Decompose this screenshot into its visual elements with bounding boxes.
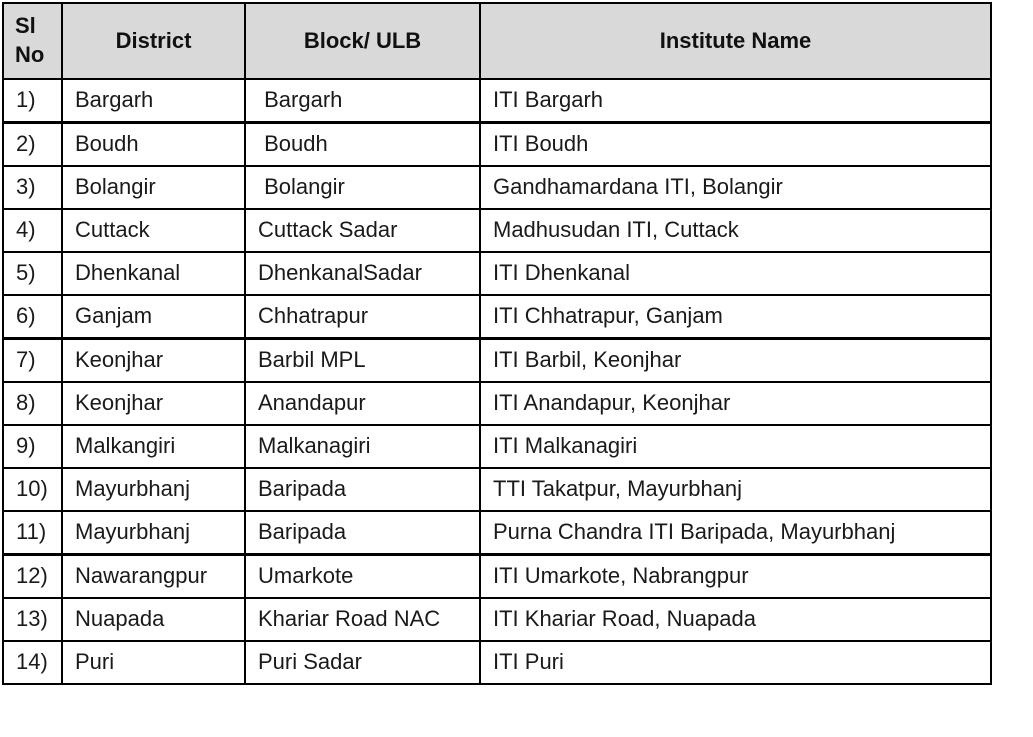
table-row xyxy=(3,468,991,511)
cell-sl-no: 1) xyxy=(3,79,62,123)
table-row xyxy=(3,123,991,167)
cell-block-ulb: Bargarh xyxy=(245,79,480,123)
cell-institute: ITI Chhatrapur, Ganjam xyxy=(480,295,991,339)
cell-district: Bolangir xyxy=(62,166,245,209)
table-row xyxy=(3,166,991,209)
cell-institute: ITI Khariar Road, Nuapada xyxy=(480,598,991,641)
cell-block-ulb: Malkanagiri xyxy=(245,425,480,468)
table-row xyxy=(3,511,991,555)
header-cell-sl-no: Sl No xyxy=(3,3,62,79)
cell-district: Nuapada xyxy=(62,598,245,641)
institute-table xyxy=(2,2,992,685)
header-row xyxy=(3,3,991,79)
header-cell-institute-name: Institute Name xyxy=(480,3,991,79)
cell-block-ulb: Khariar Road NAC xyxy=(245,598,480,641)
cell-block-ulb: Chhatrapur xyxy=(245,295,480,339)
cell-institute: TTI Takatpur, Mayurbhanj xyxy=(480,468,991,511)
cell-institute: ITI Dhenkanal xyxy=(480,252,991,295)
cell-district: Keonjhar xyxy=(62,339,245,383)
table-row xyxy=(3,425,991,468)
cell-sl-no: 11) xyxy=(3,511,62,555)
cell-block-ulb: Umarkote xyxy=(245,555,480,599)
table-header xyxy=(3,3,991,79)
cell-institute: Purna Chandra ITI Baripada, Mayurbhanj xyxy=(480,511,991,555)
cell-district: Cuttack xyxy=(62,209,245,252)
table-row xyxy=(3,641,991,684)
cell-institute: ITI Boudh xyxy=(480,123,991,167)
table-row xyxy=(3,382,991,425)
cell-district: Keonjhar xyxy=(62,382,245,425)
cell-district: Boudh xyxy=(62,123,245,167)
cell-sl-no: 7) xyxy=(3,339,62,383)
header-cell-district: District xyxy=(62,3,245,79)
cell-block-ulb: Baripada xyxy=(245,511,480,555)
table-row xyxy=(3,209,991,252)
cell-block-ulb: DhenkanalSadar xyxy=(245,252,480,295)
cell-block-ulb: Puri Sadar xyxy=(245,641,480,684)
cell-sl-no: 3) xyxy=(3,166,62,209)
table-row xyxy=(3,598,991,641)
table-row xyxy=(3,79,991,123)
table-body xyxy=(3,79,991,684)
cell-sl-no: 5) xyxy=(3,252,62,295)
cell-sl-no: 6) xyxy=(3,295,62,339)
cell-institute: ITI Anandapur, Keonjhar xyxy=(480,382,991,425)
cell-block-ulb: Baripada xyxy=(245,468,480,511)
cell-block-ulb: Barbil MPL xyxy=(245,339,480,383)
cell-institute: Gandhamardana ITI, Bolangir xyxy=(480,166,991,209)
cell-district: Puri xyxy=(62,641,245,684)
cell-district: Nawarangpur xyxy=(62,555,245,599)
cell-block-ulb: Anandapur xyxy=(245,382,480,425)
cell-institute: ITI Malkanagiri xyxy=(480,425,991,468)
cell-institute: ITI Umarkote, Nabrangpur xyxy=(480,555,991,599)
cell-institute: Madhusudan ITI, Cuttack xyxy=(480,209,991,252)
cell-sl-no: 12) xyxy=(3,555,62,599)
cell-district: Mayurbhanj xyxy=(62,468,245,511)
cell-institute: ITI Bargarh xyxy=(480,79,991,123)
cell-block-ulb: Cuttack Sadar xyxy=(245,209,480,252)
table-row xyxy=(3,555,991,599)
cell-block-ulb: Bolangir xyxy=(245,166,480,209)
cell-sl-no: 9) xyxy=(3,425,62,468)
header-cell-block-ulb: Block/ ULB xyxy=(245,3,480,79)
cell-sl-no: 2) xyxy=(3,123,62,167)
table-row xyxy=(3,339,991,383)
table-row xyxy=(3,252,991,295)
cell-district: Malkangiri xyxy=(62,425,245,468)
cell-institute: ITI Puri xyxy=(480,641,991,684)
cell-sl-no: 13) xyxy=(3,598,62,641)
page xyxy=(0,2,1033,737)
cell-district: Dhenkanal xyxy=(62,252,245,295)
cell-sl-no: 10) xyxy=(3,468,62,511)
cell-district: Ganjam xyxy=(62,295,245,339)
cell-block-ulb: Boudh xyxy=(245,123,480,167)
cell-district: Mayurbhanj xyxy=(62,511,245,555)
cell-institute: ITI Barbil, Keonjhar xyxy=(480,339,991,383)
cell-sl-no: 14) xyxy=(3,641,62,684)
cell-sl-no: 4) xyxy=(3,209,62,252)
table-row xyxy=(3,295,991,339)
cell-district: Bargarh xyxy=(62,79,245,123)
cell-sl-no: 8) xyxy=(3,382,62,425)
